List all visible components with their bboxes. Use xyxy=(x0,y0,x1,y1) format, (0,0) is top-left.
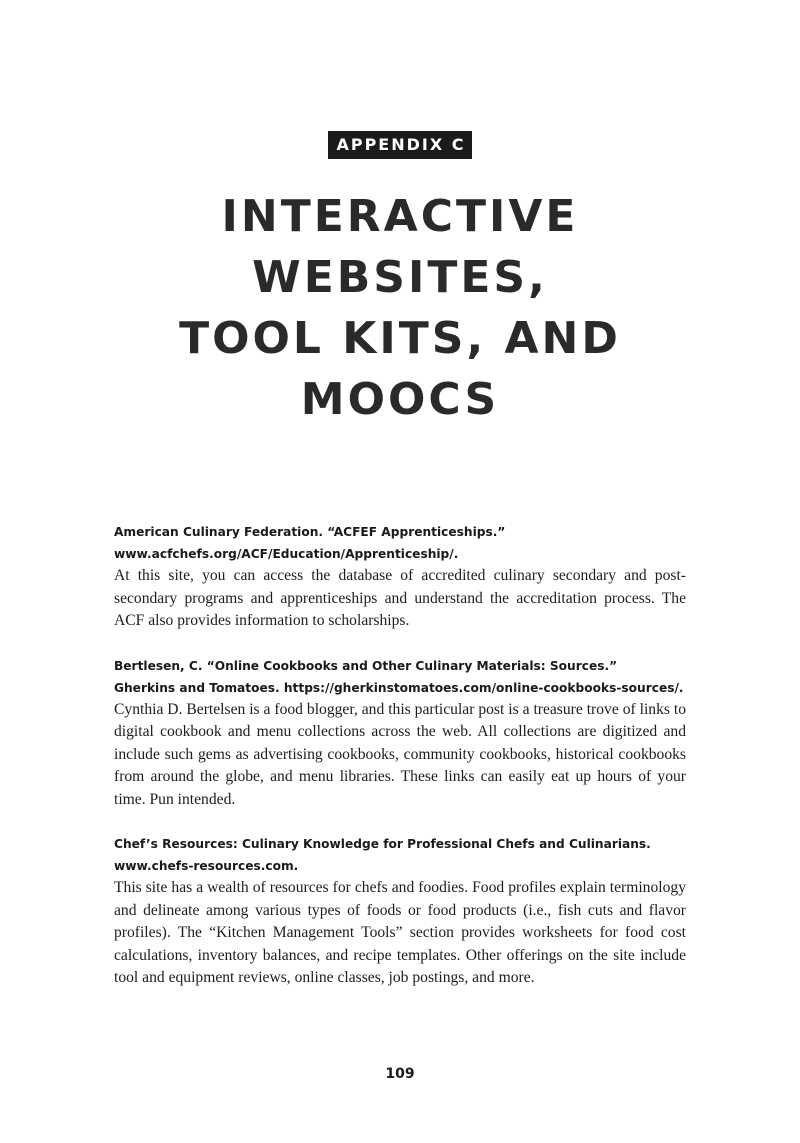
chapter-title-line: TOOL KITS, AND xyxy=(179,313,621,364)
entry-citation-url: www.chefs-resources.com. xyxy=(114,859,299,873)
entry-citation-url: Gherkins and Tomatoes. https://gherkinstomatoes.com/online-cookbooks-sources/. xyxy=(114,680,684,695)
resource-entry xyxy=(114,521,686,633)
entry-description: This site has a wealth of resources for chefs and foodies. Food profiles explain terminology and delineate among various types of foods or food products (i.e., fish cuts and flavor profiles). The “Kitchen Management Tools” section provides worksheets for food cost calculations, inventory balances, and recipe templates. Other offerings on the site include tool and equipment reviews, online classes, job postings, and more. xyxy=(114,879,686,986)
entry-citation-line: Bertlesen, C. “Online Cookbooks and Other Culinary Materials: Sources.” xyxy=(114,658,618,673)
entry-description: Cynthia D. Bertelsen is a food blogger, and this particular post is a treasure trove of links to digital cookbook and menu collections across the web. All collections are digitized and include such gems as advertising cookbooks, community cookbooks, historical cookbooks from around the globe, and menu libraries. These links can easily eat up hours of your time. Pun intended. xyxy=(114,700,686,808)
appendix-badge: APPENDIX C xyxy=(328,131,471,159)
resource-entry xyxy=(114,833,686,990)
chapter-title-line: INTERACTIVE xyxy=(221,191,579,242)
appendix-badge-container xyxy=(0,131,800,159)
chapter-title xyxy=(0,186,800,430)
resource-entries xyxy=(114,521,686,1012)
resource-entry xyxy=(114,655,686,812)
entry-citation-url: www.acfchefs.org/ACF/Education/Apprenticeship/. xyxy=(114,547,459,561)
entry-description: At this site, you can access the database of accredited culinary secondary and post-secondary programs and apprenticeships and understand the accreditation process. The ACF also provides information to scholarships. xyxy=(114,567,686,629)
chapter-title-line: WEBSITES, xyxy=(252,252,548,303)
chapter-title-line: MOOCS xyxy=(300,374,500,425)
page-number: 109 xyxy=(385,1066,415,1082)
entry-citation-line: American Culinary Federation. “ACFEF Apprenticeships.” xyxy=(114,525,506,539)
entry-citation-line: Chef’s Resources: Culinary Knowledge for Professional Chefs and Culinarians. xyxy=(114,837,651,851)
